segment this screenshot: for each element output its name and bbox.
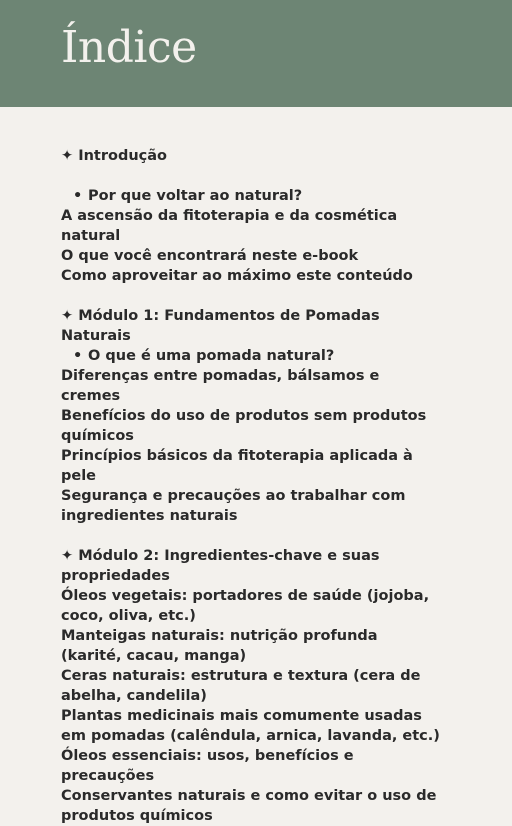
toc-item: Conservantes naturais e como evitar o uso de produtos químicos xyxy=(61,788,437,824)
toc-item: Manteigas naturais: nutrição profunda (karité, cacau, manga) xyxy=(61,628,378,664)
page-title: Índice xyxy=(61,22,197,73)
table-of-contents xyxy=(61,146,441,826)
toc-item: A ascensão da fitoterapia e da cosmética natural xyxy=(61,208,398,244)
bullet-dot-icon: • xyxy=(73,188,83,204)
section-heading-modulo-1: ✦ Módulo 1: Fundamentos de Pomadas Naturais xyxy=(61,308,380,344)
toc-bullet-label: O que é uma pomada natural? xyxy=(88,348,335,364)
toc-item: Ceras naturais: estrutura e textura (cera de abelha, candelila) xyxy=(61,668,421,704)
spacer xyxy=(61,526,441,546)
spacer xyxy=(61,286,441,306)
toc-item: Plantas medicinais mais comumente usadas em pomadas (calêndula, arnica, lavanda, etc.) xyxy=(61,708,440,744)
bullet-dot-icon: • xyxy=(73,348,83,364)
toc-item: O que você encontrará neste e-book xyxy=(61,248,359,264)
toc-bullet-label: Por que voltar ao natural? xyxy=(88,188,303,204)
toc-item: Como aproveitar ao máximo este conteúdo xyxy=(61,268,413,284)
toc-bullet-item xyxy=(61,186,441,206)
section-heading-introducao: ✦ Introdução xyxy=(61,148,168,164)
toc-item: Segurança e precauções ao trabalhar com ingredientes naturais xyxy=(61,488,406,524)
spacer xyxy=(61,166,441,186)
toc-item: Princípios básicos da fitoterapia aplicada à pele xyxy=(61,448,413,484)
toc-item: Diferenças entre pomadas, bálsamos e cremes xyxy=(61,368,380,404)
header-banner xyxy=(0,0,512,107)
section-heading-modulo-2: ✦ Módulo 2: Ingredientes-chave e suas propriedades xyxy=(61,548,380,584)
toc-bullet-item xyxy=(61,346,441,366)
toc-item: Benefícios do uso de produtos sem produtos químicos xyxy=(61,408,427,444)
toc-item: Óleos vegetais: portadores de saúde (jojoba, coco, oliva, etc.) xyxy=(61,588,430,624)
toc-item: Óleos essenciais: usos, benefícios e precauções xyxy=(61,748,354,784)
